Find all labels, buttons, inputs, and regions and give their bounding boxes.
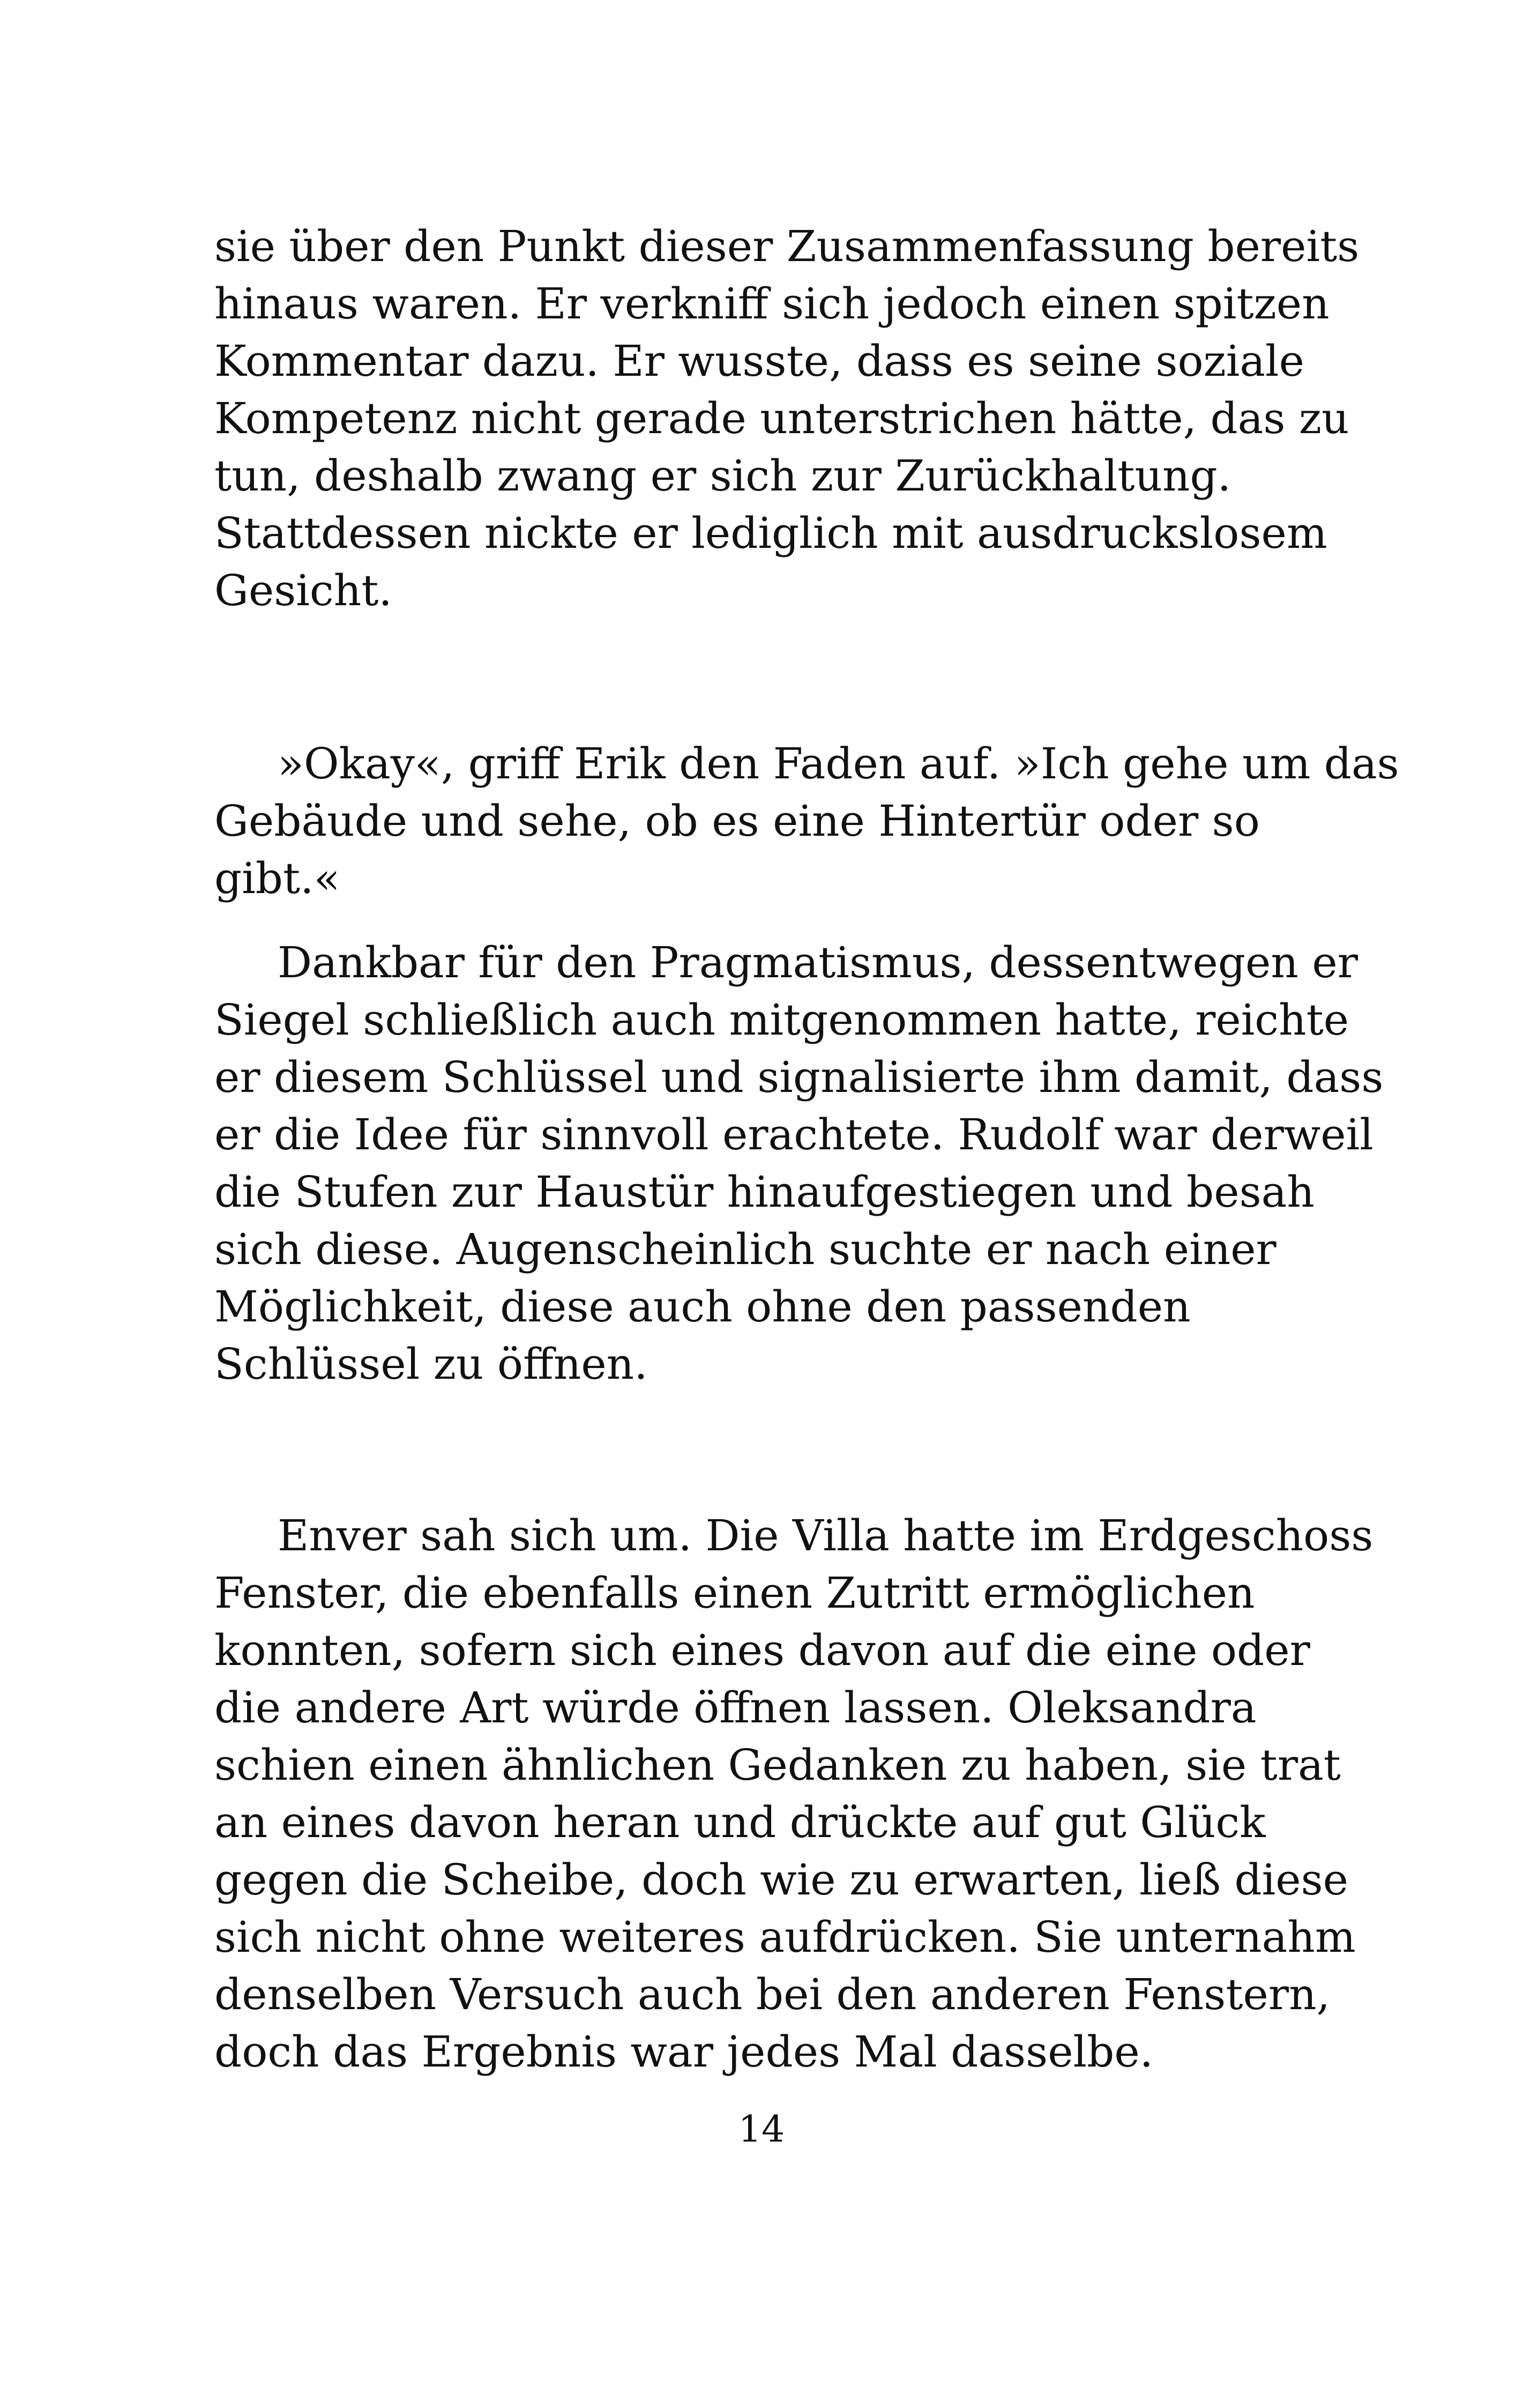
paragraph-line: hinaus waren. Er verkniff sich jedoch einen spitzen	[214, 279, 1330, 329]
paragraph-line: die andere Art würde öffnen lassen. Oleksandra	[214, 1683, 1257, 1733]
page-number: 14	[738, 2108, 785, 2151]
paragraph-line: konnten, sofern sich eines davon auf die eine oder	[214, 1625, 1310, 1675]
paragraph-line: Kompetenz nicht gerade unterstrichen hätte, das zu	[214, 393, 1349, 443]
paragraph-line: er diesem Schlüssel und signalisierte ihm damit, dass	[214, 1052, 1384, 1102]
paragraph-line: Stattdessen nickte er lediglich mit ausdruckslosem	[214, 508, 1327, 558]
paragraph-line: Siegel schließlich auch mitgenommen hatte, reichte	[214, 995, 1349, 1045]
paragraph-line: Fenster, die ebenfalls einen Zutritt ermöglichen	[214, 1568, 1255, 1618]
paragraph-3	[214, 934, 1384, 1393]
paragraph-2	[214, 735, 1399, 907]
paragraph-line: Möglichkeit, diese auch ohne den passenden	[214, 1282, 1191, 1332]
paragraph-line: Dankbar für den Pragmatismus, dessentwegen er	[278, 938, 1358, 987]
paragraph-line: an eines davon heran und drückte auf gut Glück	[214, 1797, 1266, 1847]
paragraph-4	[214, 1507, 1373, 2080]
paragraph-line: Kommentar dazu. Er wusste, dass es seine soziale	[214, 336, 1304, 386]
paragraph-line: Enver sah sich um. Die Villa hatte im Erdgeschoss	[278, 1511, 1373, 1560]
paragraph-line: die Stufen zur Haustür hinaufgestiegen und besah	[214, 1167, 1315, 1217]
paragraph-line: Gesicht.	[214, 566, 392, 615]
paragraph-line: schien einen ähnlichen Gedanken zu haben, sie trat	[214, 1740, 1341, 1790]
paragraph-line: er die Idee für sinnvoll erachtete. Rudolf war derweil	[214, 1110, 1373, 1160]
paragraph-line: tun, deshalb zwang er sich zur Zurückhaltung.	[214, 451, 1231, 501]
paragraph-line: doch das Ergebnis war jedes Mal dasselbe.	[214, 2027, 1154, 2077]
paragraph-line: Gebäude und sehe, ob es eine Hintertür oder so	[214, 796, 1260, 846]
paragraph-line: »Okay«, griff Erik den Faden auf. »Ich gehe um das	[278, 739, 1399, 789]
paragraph-line: gegen die Scheibe, doch wie zu erwarten, ließ diese	[214, 1855, 1348, 1905]
paragraph-line: sich diese. Augenscheinlich suchte er nach einer	[214, 1224, 1276, 1274]
paragraph-line: sie über den Punkt dieser Zusammenfassung bereits	[214, 221, 1360, 271]
paragraph-line: Schlüssel zu öffnen.	[214, 1339, 648, 1389]
paragraph-line: sich nicht ohne weiteres aufdrücken. Sie unternahm	[214, 1912, 1356, 1962]
paragraph-line: denselben Versuch auch bei den anderen Fenstern,	[214, 1969, 1331, 2019]
paragraph-1	[214, 218, 1360, 619]
paragraph-line: gibt.«	[214, 853, 340, 903]
